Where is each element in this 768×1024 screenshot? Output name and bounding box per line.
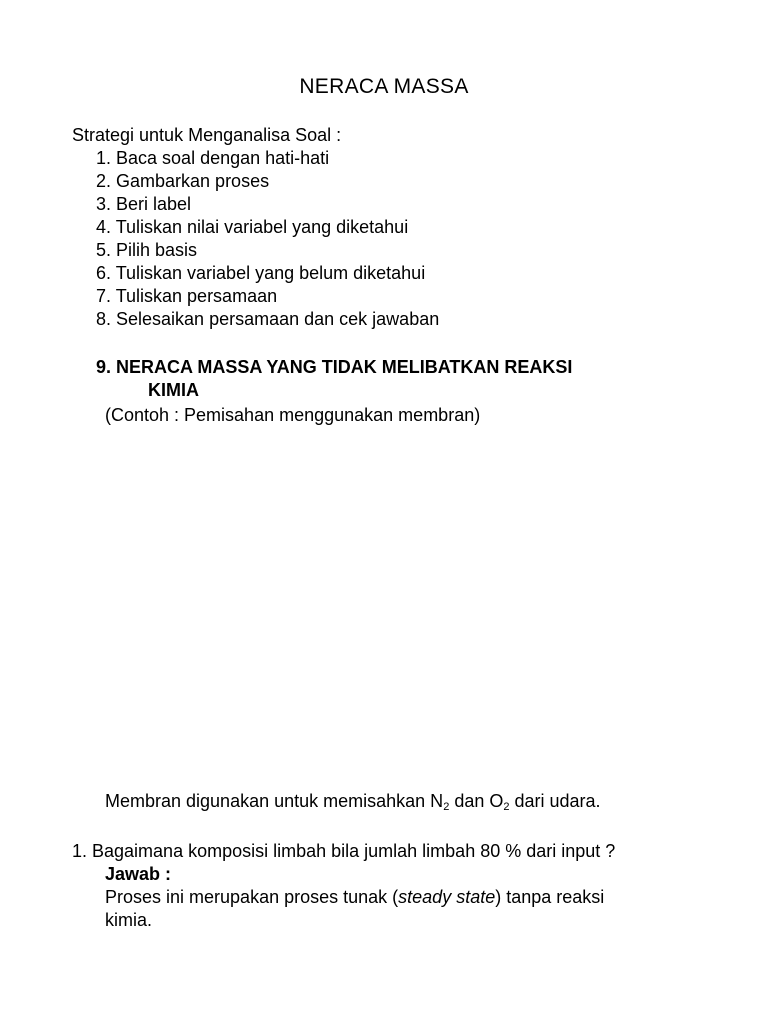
list-item: 4. Tuliskan nilai variabel yang diketahui: [96, 217, 409, 237]
list-item: 1. Baca soal dengan hati-hati: [96, 148, 330, 168]
section-heading-line2: KIMIA: [148, 380, 199, 400]
list-item: 5. Pilih basis: [96, 240, 198, 260]
answer-line1-italic: steady state: [398, 887, 496, 907]
membrane-sentence: [105, 790, 601, 813]
answer-line1-post: ) tanpa reaksi: [495, 887, 605, 907]
list-item: 7. Tuliskan persamaan: [96, 286, 278, 306]
membrane-text-part3: dari udara.: [509, 791, 601, 811]
list-item: 6. Tuliskan variabel yang belum diketahui: [96, 263, 426, 283]
list-item: 8. Selesaikan persamaan dan cek jawaban: [96, 309, 440, 329]
section-example: (Contoh : Pemisahan menggunakan membran): [105, 405, 481, 425]
membrane-text-part1: Membran digunakan untuk memisahkan N: [105, 791, 444, 811]
question-1: 1. Bagaimana komposisi limbah bila jumlah limbah 80 % dari input ?: [72, 841, 616, 861]
membrane-text-part2: dan O: [449, 791, 504, 811]
strategy-intro: Strategi untuk Menganalisa Soal :: [72, 125, 342, 145]
answer-line-2: kimia.: [105, 910, 153, 930]
answer-line-1: [105, 886, 604, 909]
subscript-n2: 2: [443, 801, 450, 813]
strategy-steps-list: [96, 147, 439, 331]
section-heading: [96, 356, 572, 402]
list-item: 3. Beri label: [96, 194, 192, 214]
subscript-o2: 2: [503, 801, 510, 813]
answer-block: [105, 863, 604, 932]
answer-label: Jawab :: [105, 864, 172, 884]
page-title: NERACA MASSA: [299, 75, 469, 98]
answer-line1-pre: Proses ini merupakan proses tunak (: [105, 887, 399, 907]
list-item: 2. Gambarkan proses: [96, 171, 270, 191]
section-heading-line1: 9. NERACA MASSA YANG TIDAK MELIBATKAN REAKSI: [96, 357, 573, 377]
